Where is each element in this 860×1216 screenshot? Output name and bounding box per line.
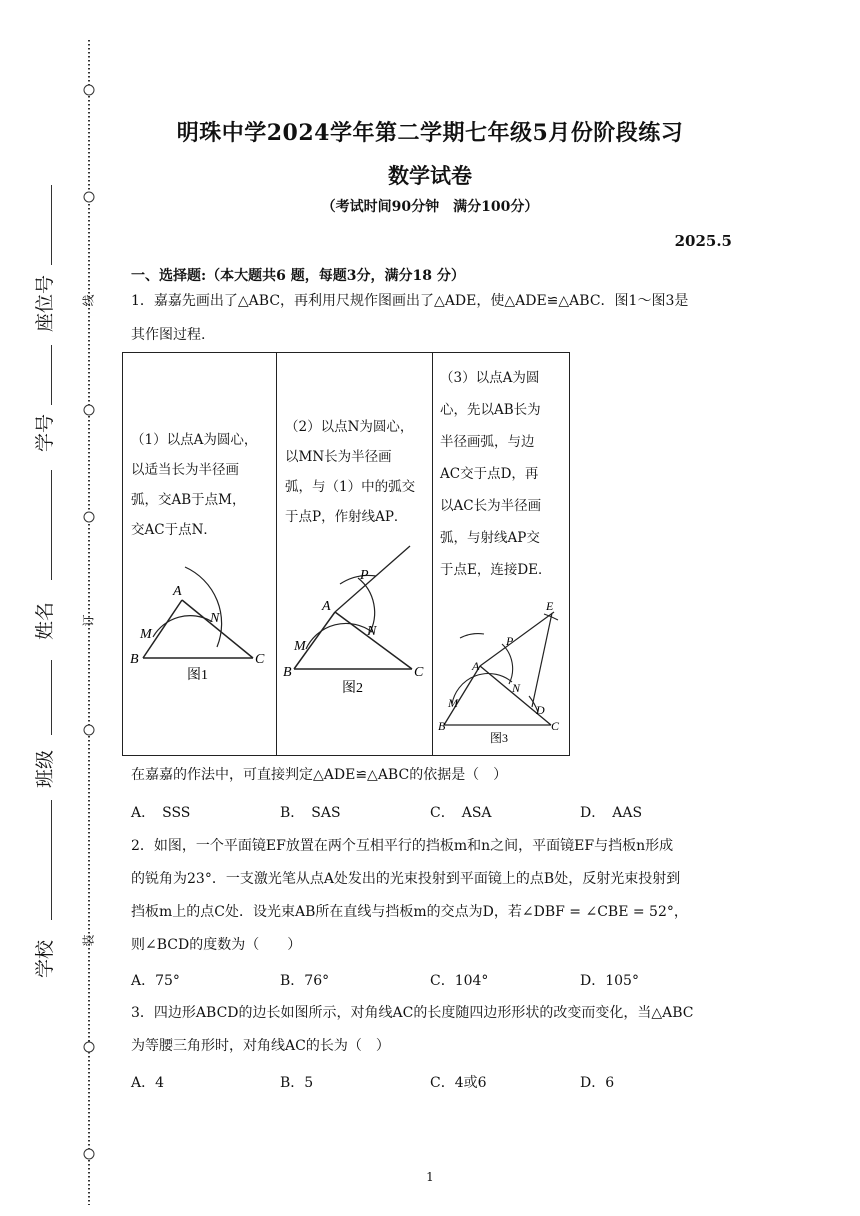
fig3-label-P: P	[506, 634, 514, 648]
fig1-label-N: N	[210, 611, 220, 626]
fig1-caption: 图1	[187, 668, 208, 683]
step1-text	[131, 425, 273, 545]
figure-1	[125, 555, 275, 685]
step1-line: （1）以点A为圆心，	[131, 432, 258, 448]
exam-title: 明珠中学2024学年第二学期七年级5月份阶段练习	[176, 120, 684, 146]
blank-number	[51, 345, 52, 405]
blank-name	[51, 470, 52, 580]
figure-3	[436, 600, 568, 750]
q3-option-a: A．4	[131, 1075, 165, 1091]
step3-line: 半径画弧，与边	[440, 434, 535, 450]
figure-2	[280, 542, 430, 702]
fig2-label-N: N	[367, 624, 377, 639]
q2-option-b: B．76°	[280, 973, 330, 989]
mark-zhuang: 装	[81, 934, 96, 947]
label-seat: 座位号	[34, 274, 56, 332]
exam-info: （考试时间90分钟 满分100分）	[321, 199, 539, 215]
q2-line1: 2．如图，一个平面镜EF放置在两个互相平行的挡板m和n之间，平面镜EF与挡板n形成	[131, 838, 674, 854]
fig2-label-B: B	[283, 665, 292, 680]
q3-line2: 为等腰三角形时，对角线AC的长为（ ）	[131, 1038, 390, 1054]
q2-option-a: A．75°	[131, 973, 180, 989]
fig2-caption: 图2	[342, 681, 363, 696]
fig3-label-E: E	[546, 600, 554, 613]
step1-line: 弧，交AB于点M，	[131, 492, 246, 508]
fig1-label-B: B	[130, 652, 139, 667]
q2-option-d: D．105°	[580, 973, 639, 989]
blank-school	[51, 800, 52, 920]
label-name: 姓名	[34, 601, 56, 640]
step3-line: 于点E，连接DE．	[440, 562, 552, 578]
table-divider-1	[276, 352, 277, 756]
section-heading: 一、选择题:（本大题共6 题，每题3分，满分18 分）	[131, 268, 465, 284]
step1-line: 以适当长为半径画	[131, 462, 239, 478]
q2-line3: 挡板m上的点C处．设光束AB所在直线与挡板m的交点为D，若∠DBF = ∠CBE = 52°，	[131, 904, 688, 920]
step1-line: 交AC于点N．	[131, 522, 217, 538]
step2-line: 弧，与（1）中的弧交	[285, 479, 416, 495]
step3-line: 心，先以AB长为	[440, 402, 541, 418]
q2-line2: 的锐角为23°．一支激光笔从点A处发出的光束投射到平面镜上的点B处，反射光束投射到	[131, 871, 681, 887]
step2-line: 于点P，作射线AP．	[285, 509, 408, 525]
step3-line: AC交于点D，再	[440, 466, 539, 482]
fig1-label-C: C	[255, 652, 265, 667]
fig3-label-A: A	[472, 659, 480, 673]
fig2-label-P: P	[360, 568, 369, 583]
blank-class	[51, 660, 52, 735]
step3-text	[440, 362, 568, 586]
punch-hole-3	[84, 405, 94, 415]
mark-ding: 订	[81, 614, 96, 627]
q1-option-a: A． SSS	[131, 805, 191, 821]
fig3-label-N: N	[512, 681, 521, 695]
mark-xian: 线	[81, 294, 96, 307]
label-class: 班级	[34, 749, 56, 788]
fig3-label-C: C	[551, 719, 560, 733]
q3-option-d: D．6	[580, 1075, 615, 1091]
fig2-label-A: A	[322, 599, 331, 614]
q1-line1: 1．嘉嘉先画出了△ABC，再利用尺规作图画出了△ADE，使△ADE≌△ABC．图1～图3是	[131, 293, 689, 309]
punch-hole-6	[84, 1042, 94, 1052]
step2-line: 以MN长为半径画	[285, 449, 392, 465]
label-school: 学校	[34, 939, 56, 978]
punch-hole-1	[84, 85, 94, 95]
fig3-label-M: M	[448, 696, 458, 710]
fig3-caption: 图3	[490, 731, 509, 745]
q3-line1: 3．四边形ABCD的边长如图所示，对角线AC的长度随四边形形状的改变而变化，当△ABC	[131, 1005, 694, 1021]
step3-line: 弧，与射线AP交	[440, 530, 540, 546]
step2-line: （2）以点N为圆心，	[285, 419, 414, 435]
step3-line: 以AC长为半径画	[440, 498, 542, 514]
q1-option-b: B． SAS	[280, 805, 341, 821]
q2-line4: 则∠BCD的度数为（ ）	[131, 937, 302, 953]
q1-option-d: D． AAS	[580, 805, 643, 821]
step3-line: （3）以点A为圆	[440, 370, 540, 386]
step2-text	[285, 412, 431, 532]
punch-hole-5	[84, 725, 94, 735]
q2-option-c: C．104°	[430, 973, 489, 989]
exam-date: 2025.5	[674, 232, 732, 250]
q1-option-c: C． ASA	[430, 805, 492, 821]
q1-line2: 其作图过程.	[131, 327, 206, 343]
label-number: 学号	[34, 413, 56, 452]
q3-option-c: C．4或6	[430, 1075, 487, 1091]
fig1-label-A: A	[173, 584, 182, 599]
fig2-label-M: M	[294, 639, 306, 654]
exam-subtitle: 数学试卷	[388, 163, 472, 188]
q1-question: 在嘉嘉的作法中，可直接判定△ADE≌△ABC的依据是（ ）	[131, 767, 508, 783]
punch-hole-7	[84, 1149, 94, 1159]
punch-hole-4	[84, 512, 94, 522]
fig3-label-D: D	[536, 703, 545, 717]
fig3-label-B: B	[438, 719, 446, 733]
table-divider-2	[432, 352, 433, 756]
fig2-label-C: C	[414, 665, 424, 680]
q3-option-b: B．5	[280, 1075, 314, 1091]
fig1-label-M: M	[140, 627, 152, 642]
page-number: 1	[426, 1170, 434, 1184]
